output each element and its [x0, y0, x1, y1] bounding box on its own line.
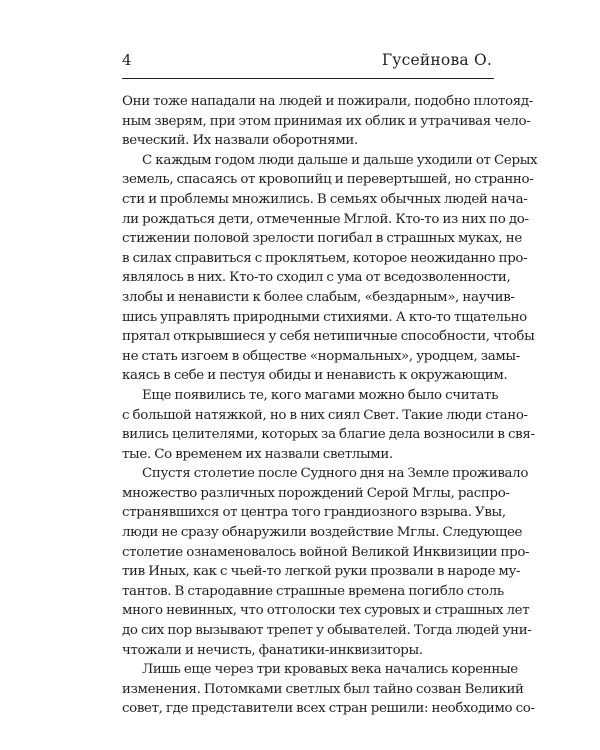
text-line: каясь в себе и пестуя обиды и ненависть к окружающим.: [122, 368, 508, 384]
text-line: прятал открывшиеся у себя нетипичные способности, чтобы: [122, 329, 535, 345]
text-line: до сих пор вызывают трепет у обывателей. Тогда людей уни-: [122, 623, 532, 639]
text-line: Спустя столетие после Судного дня на Земле проживало: [142, 466, 529, 482]
paragraph-4: [122, 464, 532, 660]
text-line: в силах справиться с проклятьем, которое неожиданно про-: [122, 250, 528, 266]
text-line: столетие ознаменовалось войной Великой Инквизиции про-: [122, 544, 530, 560]
text-line: тив Иных, как с чьей-то легкой руки прозвали в народе му-: [122, 564, 521, 580]
text-line: с большой натяжкой, но в них сиял Свет. Такие люди стано-: [122, 407, 528, 423]
text-line: шись управлять природными стихиями. А кто-то тщательно: [122, 309, 527, 325]
text-line: ли рождаться дети, отмеченные Мглой. Кто-то из них по до-: [122, 211, 529, 227]
page-header: [122, 50, 492, 76]
text-line: веческий. Их назвали оборотнями.: [122, 133, 358, 149]
paragraph-3: [122, 386, 535, 464]
text-line: являлось в них. Кто-то сходил с ума от вседозволенности,: [122, 270, 511, 286]
text-line: не стать изгоем в обществе «нормальных», уродцем, замы-: [122, 348, 520, 364]
header-divider: [122, 78, 494, 79]
body-text: [122, 92, 538, 719]
text-line: много невинных, что отголоски тех суровых и страшных лет: [122, 603, 530, 619]
text-line: вились целителями, которых за благие дела возносили в свя-: [122, 427, 535, 443]
text-line: изменения. Потомками светлых был тайно созван Великий: [122, 681, 524, 697]
page-number: 4: [122, 51, 132, 69]
paragraph-2: [122, 151, 538, 386]
text-line: тые. Со временем их назвали светлыми.: [122, 446, 393, 462]
text-line: стижении половой зрелости погибал в страшных муках, не: [122, 231, 522, 247]
text-line: Еще появились те, кого магами можно было считать: [142, 387, 499, 403]
text-line: совет, где представители всех стран решили: необходимо со-: [122, 701, 535, 717]
text-line: Лишь еще через три кровавых века начались коренные: [142, 662, 518, 678]
text-line: странявшихся от центра того грандиозного взрыва. Увы,: [122, 505, 506, 521]
paragraph-1: [122, 92, 533, 151]
text-line: люди не сразу обнаружили воздействие Мглы. Следующее: [122, 525, 523, 541]
running-head-author: Гусейнова О.: [381, 51, 492, 69]
text-line: Они тоже нападали на людей и пожирали, подобно плотояд-: [122, 94, 533, 109]
text-line: ным зверям, при этом принимая их облик и утрачивая чело-: [122, 113, 531, 129]
text-line: С каждым годом люди дальше и дальше уходили от Серых: [142, 152, 538, 168]
text-line: множество различных порождений Серой Мглы, распро-: [122, 485, 510, 501]
text-line: сти и проблемы множились. В семьях обычных людей нача-: [122, 191, 528, 207]
paragraph-5: [122, 660, 535, 719]
text-line: чтожали и нечисть, фанатики-инквизиторы.: [122, 642, 423, 658]
text-line: злобы и ненависти к более слабым, «бездарным», научив-: [122, 289, 515, 305]
text-line: тантов. В стародавние страшные времена погибло столь: [122, 583, 504, 599]
text-line: земель, спасаясь от кровопийц и перевертышей, но странно-: [122, 172, 534, 188]
